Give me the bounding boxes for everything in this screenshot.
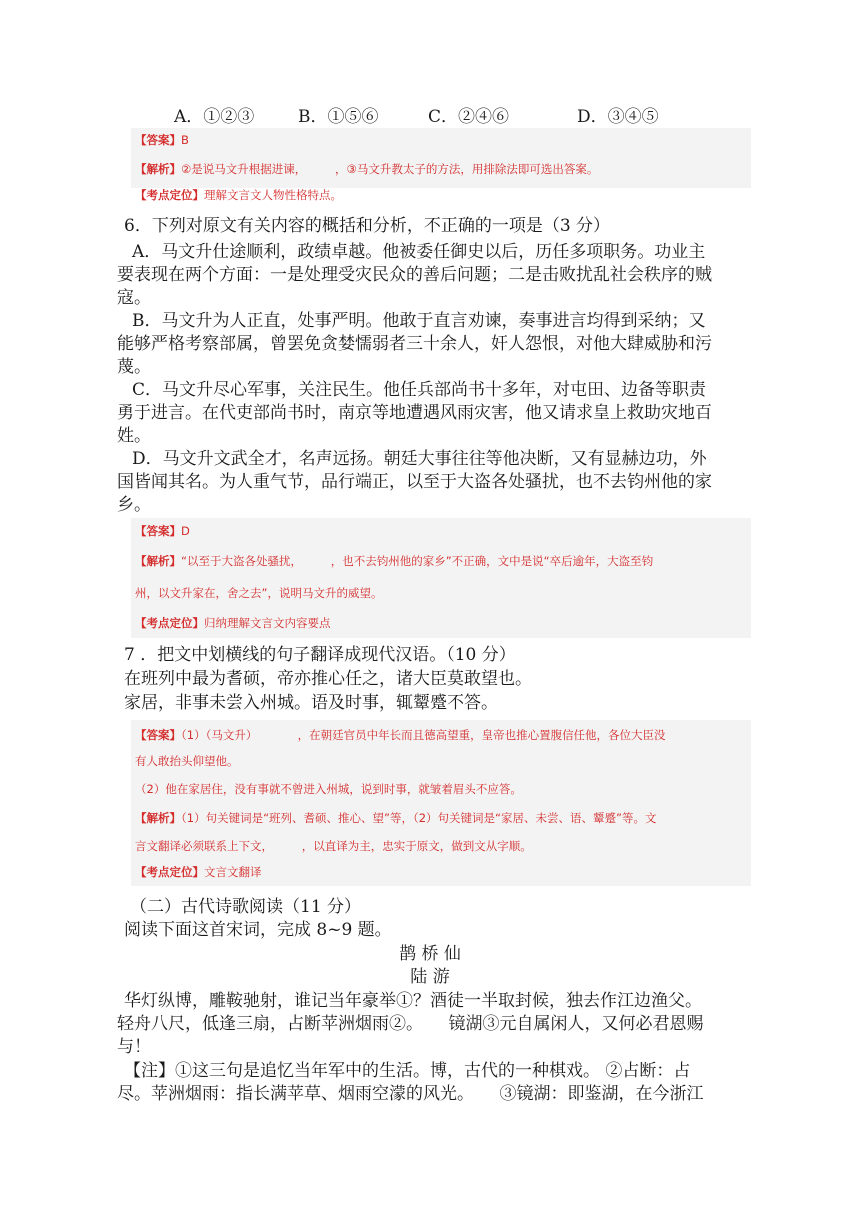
- q5-answer-background: [131, 128, 751, 188]
- poetry-instruction: 阅读下面这首宋词，完成 8~9 题。: [124, 920, 392, 940]
- point-tag: 【考点定位】: [135, 188, 204, 202]
- answer-tag: 【答案】: [135, 524, 181, 538]
- poem-line: 华灯纵博，雕鞍驰射，谁记当年豪举①？酒徒一半取封候，独去作江边渔父。: [124, 991, 702, 1011]
- poem-note: 【注】①这三句是追忆当年军中的生活。博，古代的一种棋戏。 ②占断：占: [124, 1061, 691, 1081]
- poem-author: 陆 游: [410, 967, 450, 987]
- answer-tag: 【答案】: [135, 133, 181, 147]
- q6-line: 蔑。: [117, 357, 151, 377]
- q7-answer-line: （2）他在家居住，没有事就不曾进入州城，说到时事，就皱着眉头不应答。: [135, 782, 522, 796]
- point-tag: 【考点定位】: [135, 616, 204, 630]
- q6-line: 勇于进言。在代吏部尚书时，南京等地遭遇风雨灾害，他又请求皇上救助灾地百: [117, 403, 712, 423]
- q5-answer: [135, 131, 189, 149]
- q6-line: 要表现在两个方面：一是处理受灾民众的善后问题；二是击败扰乱社会秩序的贼: [117, 265, 712, 285]
- poem-line: 轻舟八尺，低逢三扇，占断苹洲烟雨②。 镜湖③元自属闲人，又何必君恩赐: [117, 1014, 704, 1034]
- q7-answer: [135, 726, 666, 744]
- q7-analysis-continued: 言文翻译必须联系上下文， ，以直译为主，忠实于原文，做到文从字顺。: [135, 839, 532, 853]
- q6-line: B．马文升为人正直，处事严明。他敢于直言劝谏，奏事进言均得到采纳；又: [132, 311, 706, 331]
- q7-answer-background: [131, 720, 751, 886]
- point-tag: 【考点定位】: [135, 865, 204, 879]
- q6-line: 乡。: [117, 495, 151, 515]
- q7-answer-continued: 有人敢抬头仰望他。: [135, 754, 239, 768]
- answer-text: （1）（马文升） ，在朝廷官员中年长而且德高望重，皇帝也推心置腹信任他，各位大臣没: [181, 728, 666, 742]
- q6-line: 寇。: [117, 288, 151, 308]
- analysis-tag: 【解析】: [135, 811, 181, 825]
- q6-line: 国皆闻其名。为人重气节，品行端正，以至于大盗各处骚扰，也不去钧州他的家: [117, 472, 712, 492]
- q5-point: [135, 186, 342, 204]
- point-text: 理解文言文人物性格特点。: [204, 188, 342, 202]
- q7-sentence: 家居，非事未尝入州城。语及时事，辄颦蹙不答。: [124, 693, 498, 713]
- poem-title: 鹊 桥 仙: [399, 944, 461, 964]
- q6-line: 能够严格考察部属，曾罢免贪婪懦弱者三十余人，奸人怨恨，对他大肆威胁和污: [117, 334, 712, 354]
- q7-question: 7 ．把文中划横线的句子翻译成现代汉语。（10 分）: [124, 645, 516, 665]
- q6-answer: [135, 522, 190, 540]
- q6-line: A．马文升仕途顺利，政绩卓越。他被委任御史以后，历任多项职务。功业主: [132, 242, 706, 262]
- poem-note: 尽。苹洲烟雨：指长满苹草、烟雨空濛的风光。 ③镜湖：即鉴湖，在今浙江: [117, 1084, 704, 1104]
- analysis-tag: 【解析】: [135, 554, 181, 568]
- q6-line: 姓。: [117, 426, 151, 446]
- q6-line: D．马文升文武全才，名声远扬。朝廷大事往往等他决断，又有显赫边功，外: [132, 449, 707, 469]
- q7-analysis: [135, 809, 656, 827]
- analysis-text: ②是说马文升根据进谏， ，③马文升教太子的方法，用排除法即可选出答案。: [181, 162, 599, 176]
- answer-value: D: [181, 524, 190, 538]
- point-text: 文言文翻译: [204, 865, 262, 879]
- q6-analysis: [135, 552, 653, 570]
- q5-option-a: A．①②③: [174, 107, 255, 127]
- q6-analysis-continued: 州，以文升家在，舍之去”，说明马文升的威望。: [135, 586, 383, 600]
- answer-tag: 【答案】: [135, 728, 181, 742]
- q6-question: 6．下列对原文有关内容的概括和分析，不正确的一项是（3 分）: [124, 216, 611, 236]
- q7-point: [135, 863, 262, 881]
- analysis-text: （1）句关键词是“班列、耆硕、推心、望”等，（2）句关键词是“家居、未尝、语、颦蹙”等。文: [181, 811, 657, 825]
- analysis-tag: 【解析】: [135, 162, 181, 176]
- q5-option-c: C．②④⑥: [428, 107, 510, 127]
- q5-option-d: D．③④⑤: [577, 107, 659, 127]
- q5-option-b: B．①⑤⑥: [298, 107, 379, 127]
- point-text: 归纳理解文言文内容要点: [204, 616, 331, 630]
- q6-line: C．马文升尽心军事，关注民生。他任兵部尚书十多年，对屯田、边备等职责: [132, 380, 707, 400]
- q5-analysis: [135, 160, 598, 178]
- poem-line: 与！: [117, 1037, 151, 1057]
- answer-value: B: [181, 133, 189, 147]
- q7-sentence: 在班列中最为耆硕，帝亦推心任之，诸大臣莫敢望也。: [124, 669, 532, 689]
- q6-point: [135, 614, 331, 632]
- analysis-text: “以至于大盗各处骚扰， ，也不去钧州他的家乡”不正确，文中是说“卒后逾年，大盗至钧: [181, 554, 654, 568]
- poetry-section-heading: （二）古代诗歌阅读（11 分）: [130, 897, 362, 917]
